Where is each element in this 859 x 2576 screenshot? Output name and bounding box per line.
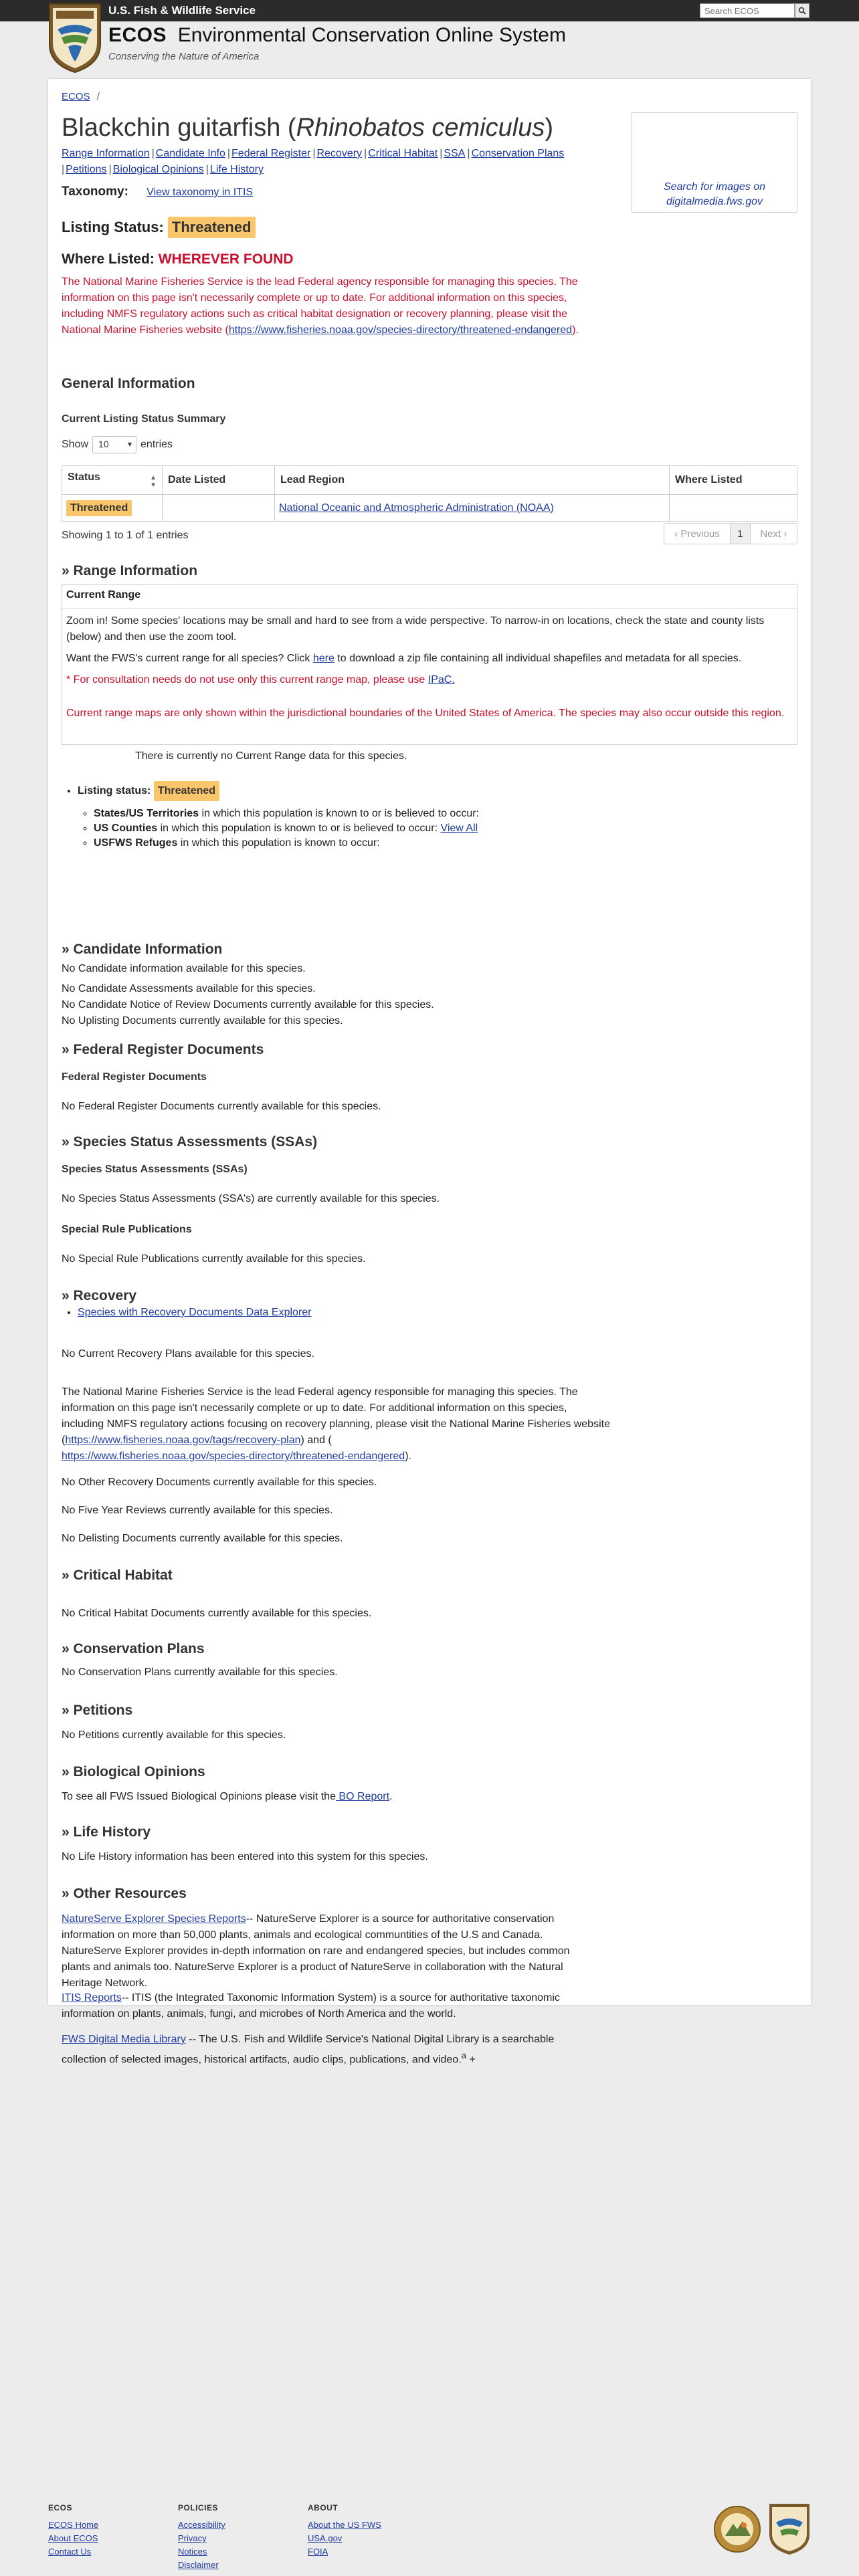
- uplisting-none: No Uplisting Documents currently available for this species.: [62, 1015, 343, 1027]
- recovery-plans-none: No Current Recovery Plans available for this species.: [62, 1348, 314, 1360]
- recovery-lead-notice: The National Marine Fisheries Service is the lead Federal agency responsible for managing this species. The information on this page isn't necessarily complete or up to date. For additional information on this species, including NMFS regulatory actions focusing on recovery planning, please visit the National Marine Fisheries website (https://www.fisheries.noaa.gov/tags/recovery-plan) and ( https://www.fisheries.noaa.gov/species-directory/threatened-endangered).: [62, 1386, 610, 1462]
- where-listed-label: Where Listed:: [62, 251, 155, 267]
- states-territories-item: ◦ States/US Territories in which this population is known to or is believed to occur:: [94, 807, 479, 821]
- candidate-assessments-none: No Candidate Assessments available for this species.: [62, 983, 316, 994]
- critical-habitat-none: No Critical Habitat Documents currently available for this species.: [62, 1608, 372, 1619]
- usfws-refuges-item: ◦ USFWS Refuges in which this population is known to occur:: [94, 836, 479, 851]
- nav-life-history[interactable]: Life History: [209, 164, 264, 175]
- federal-register-heading: » Federal Register Documents: [62, 1042, 264, 1057]
- taxonomy-row: [62, 185, 253, 199]
- listing-status-row: [62, 217, 256, 238]
- status-badge: Threatened: [66, 500, 132, 516]
- page-title: Blackchin guitarfish (Rhinobatos cemiculus): [62, 114, 553, 142]
- footer-link-ecos-home[interactable]: ECOS Home: [48, 2520, 99, 2530]
- ssa-heading: » Species Status Assessments (SSAs): [62, 1134, 318, 1150]
- life-history-heading: » Life History: [62, 1824, 151, 1840]
- table-info: Showing 1 to 1 of 1 entries: [62, 530, 189, 541]
- footer-link-notices[interactable]: Notices: [178, 2547, 207, 2557]
- cell-date-listed: [163, 495, 275, 522]
- sort-icon: ▲ ▼: [150, 474, 157, 489]
- ssa-none: No Species Status Assessments (SSA's) are currently available for this species.: [62, 1193, 440, 1204]
- breadcrumb-ecos-link[interactable]: ECOS: [62, 91, 90, 102]
- site-short-name: ECOS: [108, 24, 167, 46]
- footer-link-disclaimer[interactable]: Disclaimer: [178, 2560, 219, 2570]
- current-range-panel: [62, 584, 797, 745]
- fws-digital-media-link[interactable]: FWS Digital Media Library: [62, 2034, 186, 2045]
- doi-seal-icon[interactable]: [713, 2505, 761, 2553]
- fws-digital-media-resource: FWS Digital Media Library -- The U.S. Fish and Wildlife Service's National Digital Library is a searchable collection of selected images, historical artifacts, audio clips, publications, and video.$^a$ +: [62, 2034, 555, 2066]
- biological-opinions-text: To see all FWS Issued Biological Opinions please visit the BO Report.: [62, 1791, 393, 1802]
- natureserve-resource: NatureServe Explorer Species Reports-- NatureServe Explorer is a source for authoritative conservation information on more than 50,000 plants, animals and ecological communtities of the U.S and Canada. NatureServe Explorer provides in-depth information on rare and endangered species, but includes common plants and animals too. NatureServe Explorer is a product of NatureServe in collaboration with the Natural Heritage Network.: [62, 1913, 570, 1989]
- bo-report-link[interactable]: BO Report: [335, 1791, 390, 1802]
- itis-reports-link[interactable]: ITIS Reports: [62, 1992, 122, 2004]
- table-pagination: [664, 523, 797, 544]
- special-rule-subheading: Special Rule Publications: [62, 1224, 192, 1235]
- cell-where-listed: [670, 495, 797, 522]
- site-full-name: Environmental Conservation Online System: [177, 24, 566, 46]
- nav-federal-register[interactable]: Federal Register: [231, 148, 311, 159]
- entries-length-control: [62, 436, 173, 453]
- where-listed-row: [62, 251, 294, 267]
- range-zoom-note: Zoom in! Some species' locations may be small and hard to see from a wide perspective. To narrow-in on locations, check the state and county lists (below) and then use the zoom tool.: [66, 615, 765, 643]
- search-input[interactable]: [700, 3, 795, 18]
- consultation-note: * For consultation needs do not use only this current range map, please use IPaC.: [66, 674, 455, 685]
- column-header-date-listed[interactable]: Date Listed: [163, 466, 275, 495]
- listing-summary-title: Current Listing Status Summary: [62, 413, 226, 425]
- listing-status-table: [62, 465, 797, 522]
- nav-critical-habitat[interactable]: Critical Habitat: [368, 148, 438, 159]
- listing-status-label: Listing Status:: [62, 219, 164, 235]
- noaa-region-link[interactable]: National Oceanic and Atmospheric Administration (NOAA): [279, 502, 554, 514]
- nmfs-recovery-plan-link[interactable]: https://www.fisheries.noaa.gov/tags/recovery-plan: [65, 1434, 301, 1446]
- footer-col-policies: [178, 2501, 225, 2572]
- agency-name: U.S. Fish & Wildlife Service: [108, 4, 256, 17]
- column-header-where-listed[interactable]: Where Listed: [670, 466, 797, 495]
- footer-link-contact-us[interactable]: Contact Us: [48, 2547, 92, 2557]
- candidate-notice-none: No Candidate Notice of Review Documents currently available for this species.: [62, 999, 434, 1010]
- previous-page-button[interactable]: ‹ Previous: [664, 524, 731, 544]
- fws-seal-icon[interactable]: [768, 2502, 811, 2556]
- search-button[interactable]: [795, 3, 809, 18]
- biological-opinions-heading: » Biological Opinions: [62, 1764, 205, 1780]
- footer-col-about: [308, 2501, 381, 2559]
- candidate-information-heading: » Candidate Information: [62, 942, 223, 957]
- main-card: [48, 79, 811, 2066]
- itis-resource: ITIS Reports-- ITIS (the Integrated Taxonomic Information System) is a source for authoritative taxonomic information on plants, animals, fungi, and microbes of North America and the world.: [62, 1992, 560, 2020]
- entries-label: entries: [140, 439, 173, 450]
- nav-petitions[interactable]: Petitions: [66, 164, 107, 175]
- show-label: Show: [62, 439, 89, 450]
- federal-register-subheading: Federal Register Documents: [62, 1071, 207, 1083]
- general-information-heading: General Information: [62, 376, 195, 391]
- scientific-name: Rhinobatos cemiculus: [296, 114, 545, 142]
- download-range-link[interactable]: here: [312, 653, 335, 664]
- recovery-heading: » Recovery: [62, 1288, 137, 1303]
- itis-taxonomy-link[interactable]: View taxonomy in ITIS: [147, 187, 254, 198]
- listing-status-label: Listing status:: [78, 785, 151, 796]
- site-title[interactable]: [108, 24, 566, 47]
- range-boundary-note: Current range maps are only shown within the jurisdictional boundaries of the United States of America. The species may also occur outside this region.: [66, 708, 785, 719]
- site-header: [0, 21, 859, 79]
- footer-link-about-fws[interactable]: About the US FWS: [308, 2520, 381, 2530]
- divider: [62, 608, 797, 609]
- chevron-down-icon: ▾: [128, 439, 132, 449]
- status-badge: Threatened: [154, 781, 219, 801]
- quick-nav: Range Information | Candidate Info | Federal Register | Recovery | Critical Habitat | SSA | Conservation Plans | Petitions | Biological Opinions | Life History: [62, 148, 565, 175]
- nav-recovery[interactable]: Recovery: [316, 148, 363, 159]
- footer-heading: ECOS: [48, 2503, 73, 2512]
- footnote-marker: a: [461, 2050, 467, 2060]
- site-search: [700, 3, 809, 18]
- candidate-none: No Candidate information available for this species.: [62, 963, 306, 974]
- footer-col-ecos: [48, 2501, 98, 2559]
- population-listing: [62, 781, 479, 853]
- cell-lead-region: [275, 495, 670, 522]
- federal-register-none: No Federal Register Documents currently available for this species.: [62, 1101, 381, 1112]
- taxonomy-label: Taxonomy:: [62, 185, 128, 199]
- conservation-plans-heading: » Conservation Plans: [62, 1641, 205, 1656]
- site-tagline: Conserving the Nature of America: [108, 51, 260, 62]
- us-counties-item: ◦ US Counties in which this population is known to or is believed to occur: View All: [94, 821, 479, 836]
- conservation-plans-none: No Conservation Plans currently available for this species.: [62, 1667, 338, 1678]
- footer-heading: POLICIES: [178, 2503, 219, 2512]
- current-range-title: Current Range: [66, 589, 141, 601]
- nav-ssa[interactable]: SSA: [444, 148, 466, 159]
- recovery-data-explorer-link[interactable]: Species with Recovery Documents Data Explorer: [78, 1307, 312, 1318]
- other-recovery-none: No Other Recovery Documents currently available for this species.: [62, 1477, 377, 1488]
- ssa-subheading: Species Status Assessments (SSAs): [62, 1164, 248, 1175]
- column-header-status[interactable]: Status ▲ ▼: [62, 466, 163, 495]
- no-range-data: There is currently no Current Range data for this species.: [135, 750, 407, 762]
- range-information-heading: » Range Information: [62, 563, 198, 578]
- footer-link-about-ecos[interactable]: About ECOS: [48, 2533, 98, 2543]
- view-all-counties-link[interactable]: View All: [440, 823, 478, 834]
- search-icon: [798, 7, 806, 15]
- critical-habitat-heading: » Critical Habitat: [62, 1568, 173, 1583]
- five-year-review-none: No Five Year Reviews currently available for this species.: [62, 1505, 333, 1516]
- recovery-links: [62, 1307, 311, 1319]
- status-badge: Threatened: [168, 217, 256, 238]
- other-resources-heading: » Other Resources: [62, 1886, 187, 1901]
- breadcrumb: [62, 91, 100, 102]
- footer-link-foia[interactable]: FOIA: [308, 2547, 328, 2557]
- ipac-link[interactable]: IPaC.: [427, 674, 455, 685]
- breadcrumb-separator: /: [96, 91, 100, 102]
- top-bar: [0, 0, 859, 21]
- range-download-note: Want the FWS's current range for all species? Click here to download a zip file containing all individual shapefiles and metadata for all species.: [66, 653, 742, 664]
- fws-logo-icon[interactable]: [48, 3, 102, 74]
- page-1-button[interactable]: 1: [731, 524, 751, 544]
- lead-agency-notice: The National Marine Fisheries Service is the lead Federal agency responsible for managing this species. The information on this page isn't necessarily complete or up to date. For additional information on this species, including NMFS regulatory actions such as critical habitat designation or recovery planning, please visit the National Marine Fisheries website (https://www.fisheries.noaa.gov/species-directory/threatened-endangered).: [62, 276, 579, 336]
- column-header-lead-region[interactable]: Lead Region: [275, 466, 670, 495]
- nmfs-species-directory-link[interactable]: https://www.fisheries.noaa.gov/species-directory/threatened-endangered: [228, 324, 573, 336]
- footer-heading: ABOUT: [308, 2503, 339, 2512]
- nav-biological-opinions[interactable]: Biological Opinions: [112, 164, 204, 175]
- nav-range-information[interactable]: Range Information: [62, 148, 150, 159]
- entries-select[interactable]: 10 ▾: [92, 436, 136, 453]
- digital-media-link[interactable]: Search for images on digitalmedia.fws.gov: [663, 181, 766, 207]
- life-history-none: No Life History information has been entered into this system for this species.: [62, 1851, 428, 1862]
- nav-candidate-info[interactable]: Candidate Info: [155, 148, 225, 159]
- footer-link-privacy[interactable]: Privacy: [178, 2533, 207, 2543]
- petitions-heading: » Petitions: [62, 1703, 133, 1718]
- delisting-none: No Delisting Documents currently available for this species.: [62, 1533, 343, 1544]
- nav-conservation-plans[interactable]: Conservation Plans: [471, 148, 565, 159]
- image-search-box: [632, 112, 797, 213]
- nmfs-species-directory-link[interactable]: https://www.fisheries.noaa.gov/species-directory/threatened-endangered: [62, 1451, 405, 1462]
- table-row: [62, 495, 797, 522]
- petitions-none: No Petitions currently available for this species.: [62, 1729, 286, 1741]
- footer-link-accessibility[interactable]: Accessibility: [178, 2520, 225, 2530]
- footer-link-usa-gov[interactable]: USA.gov: [308, 2533, 343, 2543]
- next-page-button[interactable]: Next ›: [760, 528, 787, 540]
- natureserve-link[interactable]: NatureServe Explorer Species Reports: [62, 1913, 246, 1925]
- special-rule-none: No Special Rule Publications currently available for this species.: [62, 1253, 366, 1265]
- cell-status: [62, 495, 163, 522]
- where-listed-value: WHEREVER FOUND: [158, 251, 294, 267]
